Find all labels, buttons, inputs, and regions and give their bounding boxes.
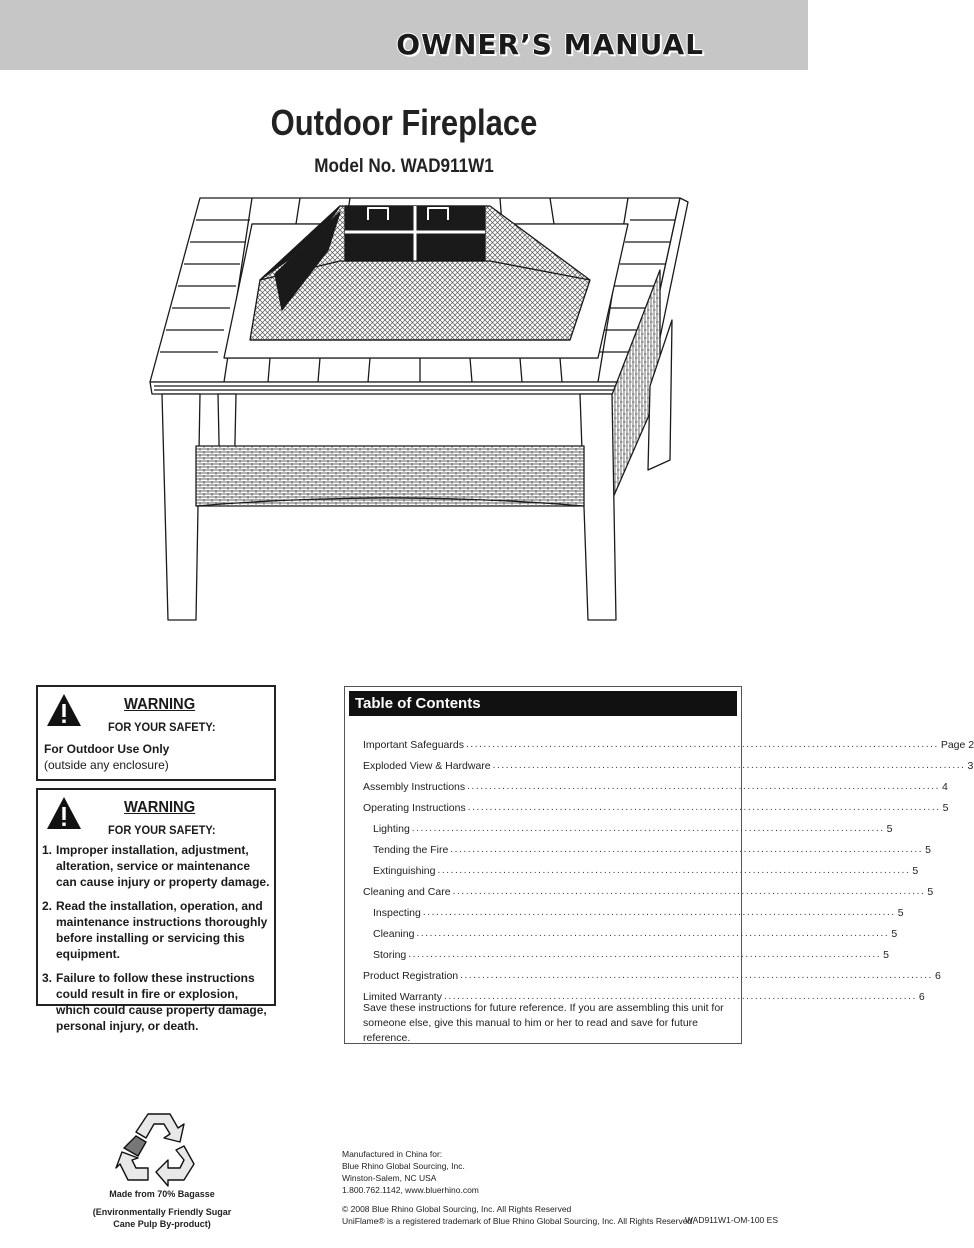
- toc-entry-registration[interactable]: [363, 962, 941, 983]
- fireplace-illustration: [140, 190, 700, 630]
- toc-label: Important Safeguards: [363, 739, 464, 751]
- table-of-contents: [344, 686, 974, 1044]
- toc-label: Cleaning: [373, 928, 415, 940]
- toc-page: 5: [927, 886, 934, 898]
- toc-leader: ............................................................................................................: [422, 907, 896, 918]
- toc-entry-extinguishing[interactable]: [363, 857, 919, 878]
- toc-page: 5: [891, 928, 898, 940]
- warning-subtitle: FOR YOUR SAFETY:: [108, 720, 216, 734]
- toc-entry-important-safeguards[interactable]: [363, 731, 974, 752]
- toc-entry-lighting[interactable]: [363, 815, 893, 836]
- item-number: 1.: [42, 843, 53, 857]
- toc-label: Limited Warranty: [363, 991, 442, 1003]
- toc-page: Page 2: [940, 739, 974, 751]
- toc-page: 6: [918, 991, 925, 1003]
- warning-triangle-icon: [46, 796, 82, 830]
- toc-entry-cleaning[interactable]: [363, 920, 898, 941]
- mfg-line: Manufactured in China for:: [342, 1149, 443, 1159]
- manual-title: OWNER’S MANUAL: [396, 28, 704, 61]
- mfg-line: Blue Rhino Global Sourcing, Inc.: [342, 1161, 465, 1171]
- toc-label: Product Registration: [363, 970, 459, 982]
- model-number: Model No. WAD911W1: [314, 156, 494, 177]
- toc-page: 3: [967, 760, 974, 772]
- toc-page: 5: [886, 823, 893, 835]
- toc-page: 5: [925, 844, 931, 856]
- warning-box-safety: [36, 788, 276, 1033]
- toc-page: 5: [897, 907, 904, 919]
- warning-item: [42, 898, 270, 962]
- warning-item: [42, 842, 270, 890]
- toc-page: 5: [942, 802, 949, 814]
- toc-label: Storing: [373, 949, 407, 961]
- mfg-contact: 1.800.762.1142, www.bluerhino.com: [342, 1185, 479, 1195]
- toc-entry-operating[interactable]: [363, 794, 949, 815]
- toc-page: 5: [883, 949, 889, 961]
- toc-note: Save these instructions for future reference. If you are assembling this unit for someone else, give this manual to him or her to read and save for future reference.: [363, 1002, 724, 1044]
- toc-label: Inspecting: [373, 907, 421, 919]
- toc-label: Assembly Instructions: [363, 781, 466, 793]
- toc-entry-tending[interactable]: [363, 836, 931, 857]
- document-number: WAD911W1-OM-100 ES: [684, 1215, 778, 1225]
- toc-entry-exploded-view[interactable]: [363, 752, 974, 773]
- toc-list: [363, 731, 974, 1004]
- item-text: Read the installation, operation, and maintenance instructions thoroughly before installing or servicing this equipment.: [56, 899, 268, 961]
- warning-title: WARNING: [124, 799, 196, 816]
- warning-title: WARNING: [124, 696, 196, 713]
- warning-triangle-icon: [46, 693, 82, 727]
- toc-leader: ............................................................................................................: [460, 970, 933, 981]
- toc-leader: ............................................................................................................: [443, 991, 917, 1002]
- enclosure-text: (outside any enclosure): [44, 758, 169, 772]
- warning-list: [42, 842, 270, 1042]
- recycle-subcaption-line: Cane Pulp By-product): [113, 1219, 211, 1229]
- manufacturer-info: [342, 1148, 479, 1196]
- toc-leader: ............................................................................................................: [416, 928, 890, 939]
- mfg-line: Winston-Salem, NC USA: [342, 1173, 437, 1183]
- warning-box-outdoor: [36, 685, 276, 781]
- warning-item: [42, 970, 270, 1034]
- item-number: 3.: [42, 971, 53, 985]
- copyright-line: © 2008 Blue Rhino Global Sourcing, Inc. All Rights Reserved: [342, 1204, 572, 1214]
- toc-entry-cleaning-care[interactable]: [363, 878, 934, 899]
- toc-label: Extinguishing: [373, 865, 436, 877]
- toc-entry-storing[interactable]: [363, 941, 889, 962]
- toc-label: Tending the Fire: [373, 844, 449, 856]
- toc-leader: ............................................................................................................: [411, 823, 885, 834]
- warning-subtitle: FOR YOUR SAFETY:: [108, 823, 216, 837]
- toc-page: 4: [941, 781, 948, 793]
- header-banner: [0, 0, 808, 70]
- toc-leader: ............................................................................................................: [492, 760, 966, 771]
- toc-page: 6: [935, 970, 941, 982]
- toc-leader: ............................................................................................................: [467, 781, 940, 792]
- toc-leader: ............................................................................................................: [465, 739, 939, 750]
- recycle-subcaption: [82, 1206, 242, 1230]
- warning-body: [44, 741, 169, 773]
- item-text: Improper installation, adjustment, alteration, service or maintenance can cause injury or property damage.: [56, 843, 270, 889]
- outdoor-use-text: For Outdoor Use Only: [44, 742, 170, 756]
- toc-leader: ............................................................................................................: [437, 865, 911, 876]
- toc-label: Cleaning and Care: [363, 886, 451, 898]
- toc-label: Operating Instructions: [363, 802, 466, 814]
- toc-entry-assembly[interactable]: [363, 773, 948, 794]
- recycle-subcaption-line: (Environmentally Friendly Sugar: [92, 1207, 232, 1217]
- copyright-block: [342, 1203, 695, 1227]
- item-number: 2.: [42, 899, 53, 913]
- toc-leader: ............................................................................................................: [452, 886, 926, 897]
- recycle-caption: Made from 70% Bagasse: [109, 1189, 215, 1199]
- toc-leader: ............................................................................................................: [450, 844, 924, 855]
- product-title: Outdoor Fireplace: [270, 102, 538, 143]
- recycle-icon: [118, 1108, 200, 1188]
- toc-title: Table of Contents: [349, 691, 737, 716]
- item-text: Failure to follow these instructions could result in fire or explosion, which could cause property damage, personal injury, or death.: [56, 971, 267, 1033]
- toc-leader: ............................................................................................................: [408, 949, 882, 960]
- toc-label: Exploded View & Hardware: [363, 760, 491, 772]
- toc-page: 5: [912, 865, 919, 877]
- toc-label: Lighting: [373, 823, 410, 835]
- trademark-line: UniFlame® is a registered trademark of Blue Rhino Global Sourcing, Inc. All Rights Reserved.: [342, 1216, 695, 1226]
- toc-leader: ............................................................................................................: [467, 802, 941, 813]
- toc-entry-inspecting[interactable]: [363, 899, 904, 920]
